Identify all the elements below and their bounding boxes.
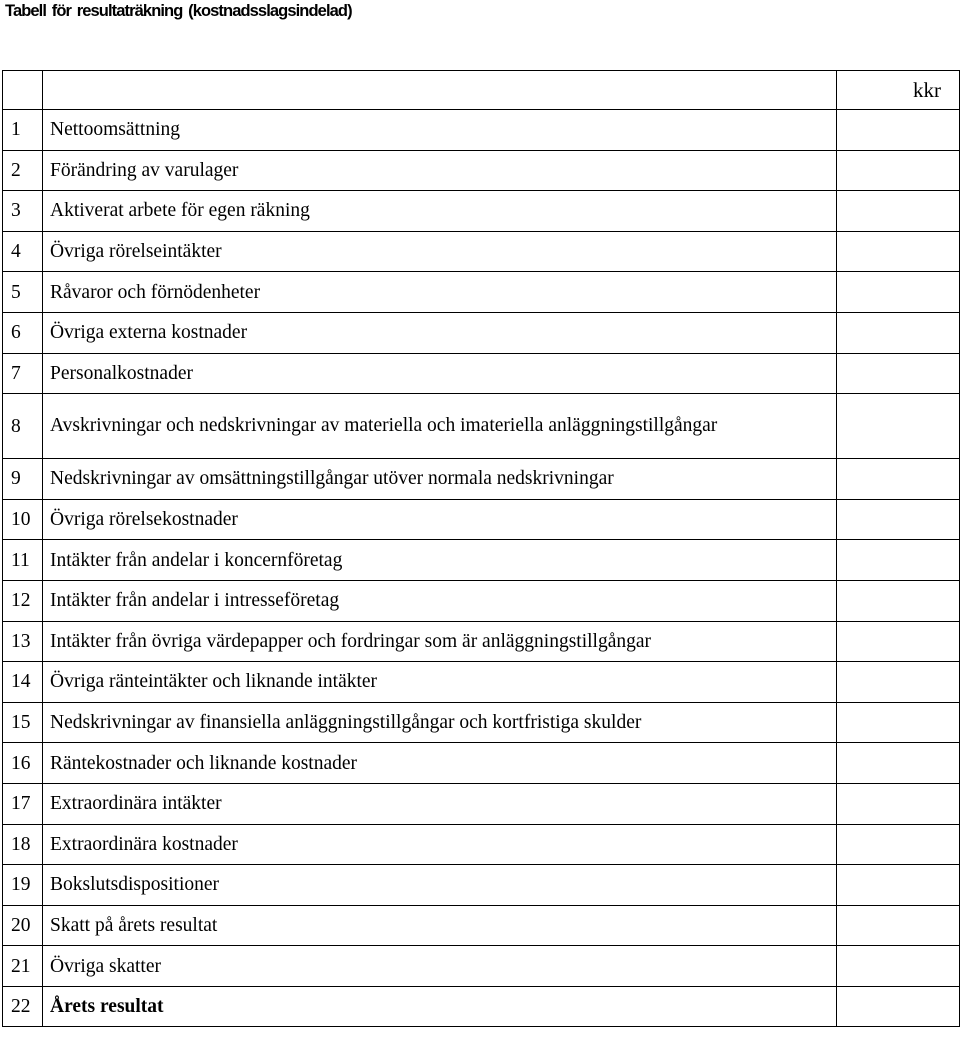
table-header-row xyxy=(3,71,960,110)
row-value-input[interactable] xyxy=(837,743,960,784)
row-label-cell xyxy=(43,743,837,784)
row-label-cell xyxy=(43,540,837,581)
row-value-input[interactable] xyxy=(837,905,960,946)
row-value-input[interactable] xyxy=(837,946,960,987)
row-value-input[interactable] xyxy=(837,662,960,703)
row-label-cell xyxy=(43,231,837,272)
row-label: Avskrivningar och nedskrivningar av materiella och imateriella anläggningstillgångar xyxy=(50,415,718,437)
table-row xyxy=(3,540,960,581)
table-row xyxy=(3,743,960,784)
table-row xyxy=(3,824,960,865)
row-label: Övriga ränteintäkter och liknande intäkter xyxy=(50,671,378,693)
row-value-input[interactable] xyxy=(837,110,960,151)
row-label-cell xyxy=(43,499,837,540)
row-value-input[interactable] xyxy=(837,986,960,1027)
row-value-input[interactable] xyxy=(837,394,960,459)
row-number: 18 xyxy=(3,824,43,865)
row-label: Aktiverat arbete för egen räkning xyxy=(50,200,310,222)
row-value-input[interactable] xyxy=(837,353,960,394)
row-label-cell xyxy=(43,662,837,703)
row-label: Övriga rörelseintäkter xyxy=(50,241,222,263)
row-label-cell xyxy=(43,946,837,987)
row-value-input[interactable] xyxy=(837,231,960,272)
row-label-cell xyxy=(43,986,837,1027)
income-statement-table xyxy=(2,70,960,1027)
row-label: Extraordinära intäkter xyxy=(50,793,222,815)
row-label: Personalkostnader xyxy=(50,362,193,384)
row-label: Årets resultat xyxy=(50,996,164,1018)
row-value-input[interactable] xyxy=(837,191,960,232)
row-value-input[interactable] xyxy=(837,499,960,540)
table-row xyxy=(3,702,960,743)
row-label: Bokslutsdispositioner xyxy=(50,874,220,896)
row-label: Extraordinära kostnader xyxy=(50,833,238,855)
row-label-cell xyxy=(43,272,837,313)
row-number: 1 xyxy=(3,110,43,151)
row-value-input[interactable] xyxy=(837,540,960,581)
row-value-input[interactable] xyxy=(837,272,960,313)
row-label-cell xyxy=(43,824,837,865)
row-label: Råvaror och förnödenheter xyxy=(50,281,261,303)
row-number: 3 xyxy=(3,191,43,232)
row-number: 14 xyxy=(3,662,43,703)
row-number: 7 xyxy=(3,353,43,394)
table-row xyxy=(3,986,960,1027)
header-label-cell xyxy=(43,71,837,110)
row-number: 20 xyxy=(3,905,43,946)
table-row xyxy=(3,191,960,232)
row-value-input[interactable] xyxy=(837,312,960,353)
row-number: 17 xyxy=(3,783,43,824)
row-number: 15 xyxy=(3,702,43,743)
table-row xyxy=(3,783,960,824)
row-label-cell xyxy=(43,312,837,353)
table-row xyxy=(3,580,960,621)
table-row xyxy=(3,312,960,353)
row-label: Intäkter från övriga värdepapper och fordringar som är anläggningstillgångar xyxy=(50,630,652,652)
row-number: 4 xyxy=(3,231,43,272)
row-label: Intäkter från andelar i intresseföretag xyxy=(50,590,340,612)
row-label: Förändring av varulager xyxy=(50,159,239,181)
table-row xyxy=(3,662,960,703)
unit-label: kkr xyxy=(913,78,941,102)
row-value-input[interactable] xyxy=(837,580,960,621)
row-label-cell xyxy=(43,150,837,191)
row-number: 19 xyxy=(3,865,43,906)
row-value-input[interactable] xyxy=(837,702,960,743)
row-number: 22 xyxy=(3,986,43,1027)
row-label: Nedskrivningar av finansiella anläggningstillgångar och kortfristiga skulder xyxy=(50,712,642,734)
row-label: Nedskrivningar av omsättningstillgångar utöver normala nedskrivningar xyxy=(50,468,614,490)
row-label-cell xyxy=(43,783,837,824)
table-row xyxy=(3,394,960,459)
row-label: Nettoomsättning xyxy=(50,119,180,141)
row-label-cell xyxy=(43,621,837,662)
row-number: 12 xyxy=(3,580,43,621)
row-number: 16 xyxy=(3,743,43,784)
table-row xyxy=(3,905,960,946)
row-number: 10 xyxy=(3,499,43,540)
row-label-cell xyxy=(43,865,837,906)
row-value-input[interactable] xyxy=(837,459,960,500)
table-row xyxy=(3,231,960,272)
row-label: Skatt på årets resultat xyxy=(50,914,218,936)
header-unit-cell xyxy=(837,71,960,110)
document-title: Tabell för resultaträkning (kostnadsslagsindelad) xyxy=(5,2,352,20)
row-number: 13 xyxy=(3,621,43,662)
row-label-cell xyxy=(43,702,837,743)
row-value-input[interactable] xyxy=(837,621,960,662)
row-number: 5 xyxy=(3,272,43,313)
row-label-cell xyxy=(43,191,837,232)
table-row xyxy=(3,459,960,500)
row-label-cell xyxy=(43,110,837,151)
row-value-input[interactable] xyxy=(837,150,960,191)
table-row xyxy=(3,621,960,662)
row-label: Övriga skatter xyxy=(50,955,162,977)
row-label-cell xyxy=(43,905,837,946)
row-label: Övriga externa kostnader xyxy=(50,322,248,344)
table-row xyxy=(3,110,960,151)
table-row xyxy=(3,353,960,394)
row-value-input[interactable] xyxy=(837,824,960,865)
row-value-input[interactable] xyxy=(837,865,960,906)
row-label-cell xyxy=(43,580,837,621)
row-number: 9 xyxy=(3,459,43,500)
row-label: Övriga rörelsekostnader xyxy=(50,509,238,531)
table-row xyxy=(3,272,960,313)
table-row xyxy=(3,150,960,191)
row-label-cell xyxy=(43,394,837,459)
table-row xyxy=(3,865,960,906)
header-number-cell xyxy=(3,71,43,110)
row-number: 21 xyxy=(3,946,43,987)
row-number: 6 xyxy=(3,312,43,353)
row-label: Räntekostnader och liknande kostnader xyxy=(50,752,358,774)
row-label-cell xyxy=(43,353,837,394)
row-number: 8 xyxy=(3,394,43,459)
row-number: 2 xyxy=(3,150,43,191)
row-number: 11 xyxy=(3,540,43,581)
row-label-cell xyxy=(43,459,837,500)
row-value-input[interactable] xyxy=(837,783,960,824)
row-label: Intäkter från andelar i koncernföretag xyxy=(50,549,343,571)
table-row xyxy=(3,946,960,987)
table-row xyxy=(3,499,960,540)
